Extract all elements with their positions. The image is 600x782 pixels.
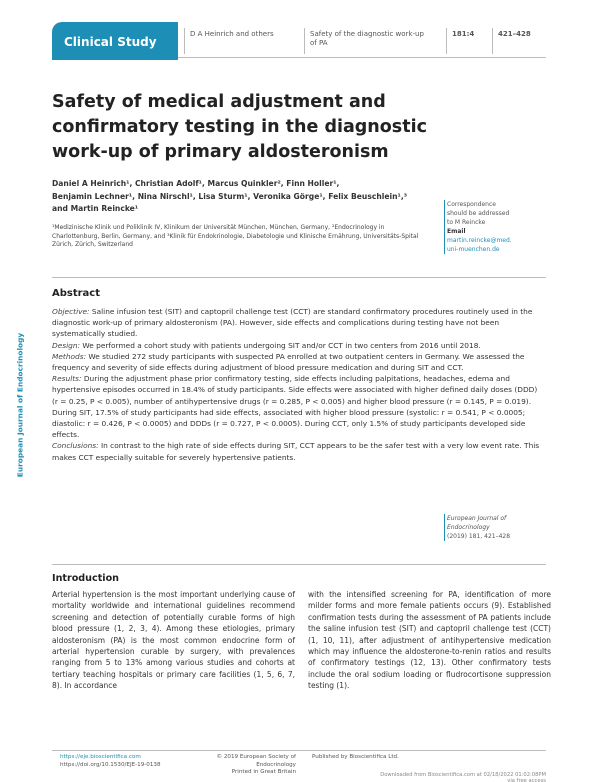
header-divider <box>304 28 305 54</box>
footer-rule <box>52 750 546 751</box>
journal-url-link[interactable]: https://eje.bioscientifica.com <box>60 754 141 760</box>
abstract-methods: Methods: We studied 272 study participants with suspected PA enrolled at two outpatient centers in Germany. We assessed the frequency and severity of side effects during adjustment of blood pressure medication and during SIT and CCT. <box>52 351 525 373</box>
correspondence-box: Correspondence should be addressed to M Reincke Email martin.reincke@med. uni-muenchen.de <box>444 200 546 254</box>
intro-column-left: Arterial hypertension is the most important underlying cause of mortality worldwide and international guidelines recommend screening and detection of potentially curable forms of high blood pressure (1, 2, 3, 4). Among these etiologies, primary aldosteronism (PA) is the most common endocrine form of arterial hypertension curable by surgery, with prevalences ranging from 5 to 13% among various studies and cohorts at tertiary teaching hospitals or primary care facilities (1, 5, 6, 7, 8). In accordance <box>52 590 295 691</box>
intro-column-right: with the intensified screening for PA, identification of more milder forms and more female patients occurs (9). Established confirmation tests during the assessment of PA patients include the saline infusion test (SIT) and captopril challenge test (CCT) (1, 10, 11), after adjustment of antihypertensive medication which may influence the aldosterone-to-renin ratios and results of confirmatory testings (12, 13). Other confirmatory tests include the oral sodium loading or fludrocortisone suppression testing (1). <box>308 590 551 691</box>
header-volume: 181:4 <box>452 30 475 38</box>
doi-link[interactable]: https://doi.org/10.1530/EJE-19-0138 <box>60 761 161 768</box>
citation-box: European Journal of Endocrinology (2019) 181, 421–428 <box>444 514 546 541</box>
abstract-results: Results: During the adjustment phase prior confirmatory testing, side effects including palpitations, headaches, edema and hypertensive episodes occurred in 18.4% of study participants. Side effects were associated with higher defined daily doses (DDD) (r = 0.25, P < 0.005), number of antihypertensive drugs (r = 0.285, P < 0.005) and higher blood pressure (r = 0.145, P = 0.019). During SIT, 17.5% of study participants had side effects, associated with higher blood pressure (systolic: r = 0.541, P < 0.0005; diastolic: r = 0.426, P < 0.0005) and DDDs (r = 0.727, P < 0.0005). During CCT, only 1.5% of study participants developed side effects. <box>52 374 538 440</box>
abstract-objective: Objective: Saline infusion test (SIT) and captopril challenge test (CCT) are standard confirmatory procedures routinely used in the diagnostic work-up of primary aldosteronism (PA). However, side effects and complications during testing have not been systematically studied. <box>52 307 533 339</box>
header-divider <box>184 28 185 54</box>
header-pages: 421–428 <box>498 30 531 38</box>
email-link-cont[interactable]: uni-muenchen.de <box>447 246 500 253</box>
article-title: Safety of medical adjustment and confirmatory testing in the diagnostic work-up of primary aldosteronism <box>52 92 427 162</box>
abstract-body <box>52 306 540 463</box>
abstract-conclusions: Conclusions: In contrast to the high rate of side effects during SIT, CCT appears to be the safer test with a very low event rate. This makes CCT especially suitable for severely hypertensive patients. <box>52 441 540 462</box>
intro-rule <box>52 564 546 565</box>
author-list: Daniel A Heinrich¹, Christian Adolf¹, Marcus Quinkler², Finn Holler¹, Benjamin Lechner¹, Nina Nirschl¹, Lisa Sturm¹, Veronika Görge¹, Felix Beuschlein¹,³ and Martin Reincke¹ <box>52 179 408 214</box>
journal-sidebar: European Journal of Endocrinology <box>15 332 25 478</box>
abstract-rule <box>52 277 546 278</box>
footer-publisher: Published by Bioscientifica Ltd. <box>312 754 399 760</box>
header-divider <box>492 28 493 54</box>
affiliations: ¹Medizinische Klinik und Poliklinik IV, Klinikum der Universität München, München, Germany, ²Endocrinology in Charlottenburg, Berlin, Germany, and ³Klinik für Endokrinologie, Diabetologie und Klinische Ernährung, Universitäts-Spital Zürich, Zürich, Switzerland <box>52 224 419 249</box>
footer-links <box>60 754 161 769</box>
header-divider <box>446 28 447 54</box>
abstract-heading: Abstract <box>52 288 101 299</box>
header-authors: D A Heinrich and others <box>190 30 274 38</box>
introduction-heading: Introduction <box>52 573 119 584</box>
download-notice: Downloaded from Bioscientifica.com at 02/18/2022 01:02:08PM via free access <box>380 772 546 782</box>
abstract-design: Design: We performed a cohort study with patients undergoing SIT and/or CCT in two centers from 2016 until 2018. <box>52 340 481 350</box>
footer-copyright: © 2019 European Society of Endocrinology Printed in Great Britain <box>216 754 296 775</box>
header-short-title: Safety of the diagnostic work-up of PA <box>310 30 424 47</box>
email-link[interactable]: martin.reincke@med. <box>447 237 512 244</box>
header-rule <box>178 57 546 58</box>
section-tab: Clinical Study <box>52 22 178 60</box>
